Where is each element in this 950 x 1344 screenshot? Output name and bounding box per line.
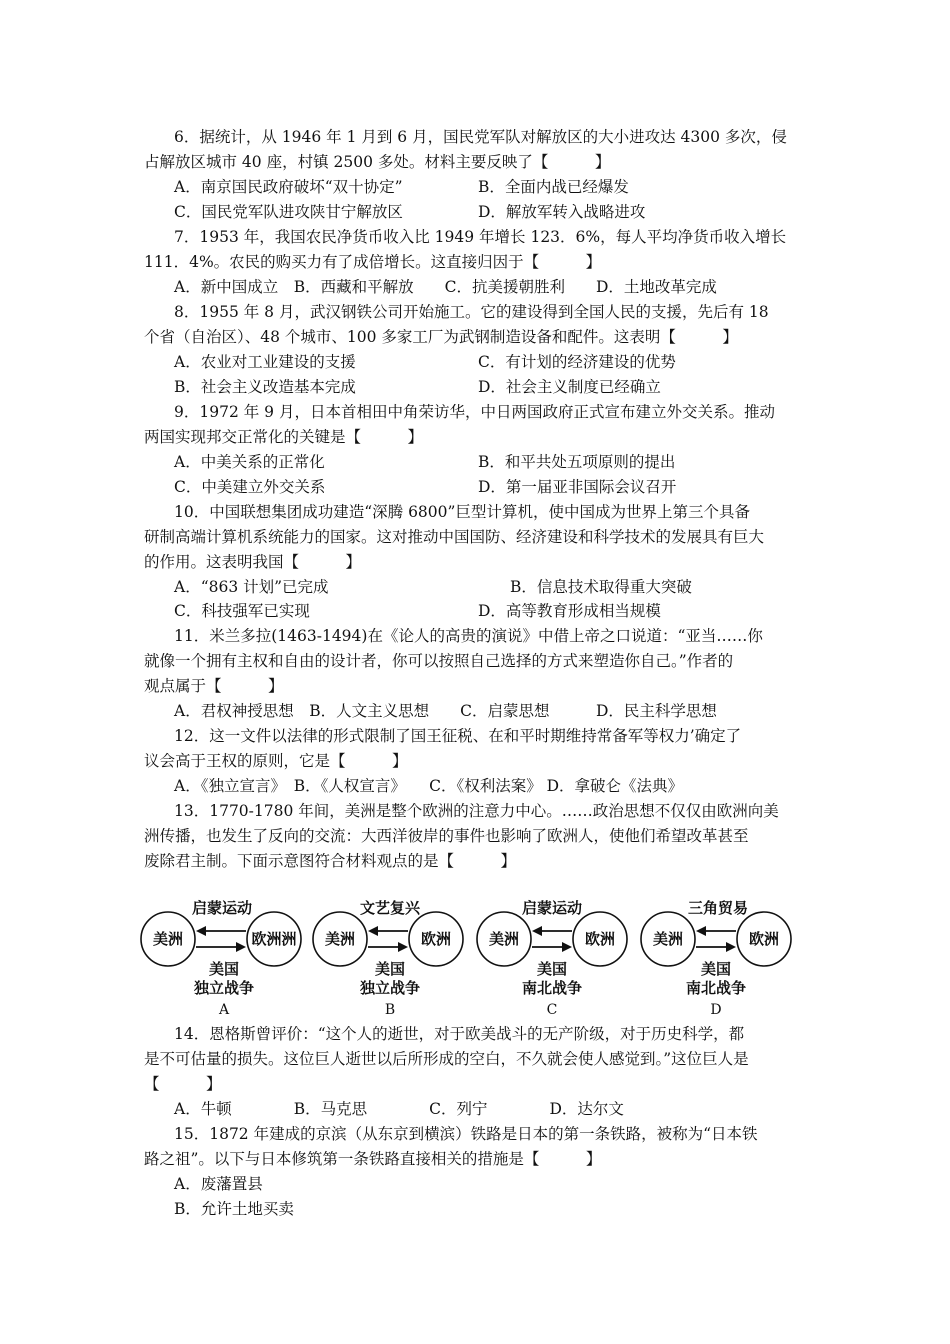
diagram-d-top: 三角贸易 xyxy=(687,899,749,917)
diagram-d-arrowhead-right xyxy=(726,942,736,952)
diagram-d xyxy=(641,899,791,1018)
diagram-c-top: 启蒙运动 xyxy=(521,899,583,917)
q12-options: A．《独立宣言》 B．《人权宣言》 C．《权利法案》 D．拿破仑《法典》 xyxy=(174,777,684,795)
q10-line3: 的作用。这表明我国【 】 xyxy=(144,553,362,571)
q14-options: A．牛顿 B．马克思 C．列宁 D．达尔文 xyxy=(174,1100,624,1118)
diagram-d-right: 欧洲 xyxy=(748,930,780,948)
q10-option-a: A．“863 计划”已完成 xyxy=(174,578,329,596)
q6-option-a: A．南京国民政府破坏“双十协定” xyxy=(174,178,403,196)
q7-line2: 111．4%。农民的购买力有了成倍增长。这直接归因于【 】 xyxy=(144,253,602,271)
q15-option-a: A．废藩置县 xyxy=(174,1175,263,1193)
diagram-b-left: 美洲 xyxy=(324,930,356,948)
diagram-a-arrowhead-right xyxy=(236,942,246,952)
q14-line1: 14．恩格斯曾评价：“这个人的逝世，对于欧美战斗的无产阶级，对于历史科学，都 xyxy=(174,1025,745,1043)
q12-line2: 议会高于王权的原则，它是【 】 xyxy=(144,752,408,770)
q10-line2: 研制高端计算机系统能力的国家。这对推动中国国防、经济建设和科学技术的发展具有巨大 xyxy=(144,528,765,546)
q6-line1: 6．据统计，从 1946 年 1 月到 6 月，国民党军队对解放区的大小进攻达 4300 多次，侵 xyxy=(174,128,787,146)
q15-option-b: B．允许土地买卖 xyxy=(174,1200,294,1218)
q14-line3: 【 】 xyxy=(144,1075,222,1093)
diagram-b-right: 欧洲 xyxy=(420,930,452,948)
diagram-a-bottom1: 美国 xyxy=(208,960,240,978)
q13-diagram-svg xyxy=(140,893,820,1023)
q10-line1: 10．中国联想集团成功建造“深腾 6800”巨型计算机，使中国成为世界上第三个具备 xyxy=(174,503,750,521)
diagram-a-letter: A xyxy=(218,1002,230,1018)
q13-diagram-options xyxy=(140,893,820,1023)
q7-options: A．新中国成立 B．西藏和平解放 C．抗美援朝胜利 D．土地改革完成 xyxy=(174,278,717,296)
q6-option-c: C．国民党军队进攻陕甘宁解放区 xyxy=(174,203,403,221)
q13-line3: 废除君主制。下面示意图符合材料观点的是【 】 xyxy=(144,852,517,870)
diagram-b-letter: B xyxy=(384,1002,396,1018)
q9-option-c: C．中美建立外交关系 xyxy=(174,478,326,496)
diagram-c xyxy=(477,899,627,1018)
q8-option-b: B．社会主义改造基本完成 xyxy=(174,378,356,396)
diagram-a-arrowhead-left xyxy=(196,926,206,936)
diagram-c-bottom1: 美国 xyxy=(536,960,568,978)
diagram-a xyxy=(141,899,301,1018)
q8-option-d: D．社会主义制度已经确立 xyxy=(478,378,661,396)
diagram-b xyxy=(313,899,463,1018)
diagram-d-letter: D xyxy=(710,1002,722,1018)
q10-option-c: C．科技强军已实现 xyxy=(174,602,310,620)
diagram-b-arrowhead-left xyxy=(368,926,378,936)
diagram-b-arrowhead-right xyxy=(398,942,408,952)
q7-line1: 7．1953 年，我国农民净货币收入比 1949 年增长 123．6%，每人平均净货币收入增长 xyxy=(174,228,787,246)
q12-line1: 12．这一文件以法律的形式限制了国王征税、在和平时期维持常备军等权力’确定了 xyxy=(174,727,742,745)
q10-option-d: D．高等教育形成相当规模 xyxy=(478,602,661,620)
q8-option-a: A．农业对工业建设的支援 xyxy=(174,353,356,371)
diagram-a-bottom2: 独立战争 xyxy=(193,979,255,997)
diagram-a-left: 美洲 xyxy=(152,930,184,948)
q6-option-b: B．全面内战已经爆发 xyxy=(478,178,629,196)
q8-option-c: C．有计划的经济建设的优势 xyxy=(478,353,676,371)
q8-line2: 个省（自治区）、48 个城市、100 多家工厂为武钢制造设备和配件。这表明【 】 xyxy=(144,328,738,346)
q9-option-d: D．第一届亚非国际会议召开 xyxy=(478,478,677,496)
q13-line1: 13．1770-1780 年间，美洲是整个欧洲的注意力中心。……政治思想不仅仅由欧洲向美 xyxy=(174,802,779,820)
diagram-c-right: 欧洲 xyxy=(584,930,616,948)
q14-line2: 是不可估量的损失。这位巨人逝世以后所形成的空白，不久就会使人感觉到。”这位巨人是 xyxy=(144,1050,749,1068)
diagram-a-right: 欧洲洲 xyxy=(251,930,297,948)
diagram-d-arrowhead-left xyxy=(696,926,706,936)
q11-line1: 11．米兰多拉(1463-1494)在《论人的高贵的演说》中借上帝之口说道：“亚当……你 xyxy=(174,627,763,645)
q9-line1: 9．1972 年 9 月，日本首相田中角荣访华，中日两国政府正式宣布建立外交关系。推动 xyxy=(174,403,775,421)
q15-line1: 15．1872 年建成的京滨（从东京到横滨）铁路是日本的第一条铁路，被称为“日本铁 xyxy=(174,1125,758,1143)
diagram-d-left: 美洲 xyxy=(652,930,684,948)
q9-line2: 两国实现邦交正常化的关键是【 】 xyxy=(144,428,424,446)
diagram-b-bottom2: 独立战争 xyxy=(359,979,421,997)
diagram-d-bottom2: 南北战争 xyxy=(685,979,747,997)
diagram-b-top: 文艺复兴 xyxy=(359,899,421,917)
q15-line2: 路之祖”。以下与日本修筑第一条铁路直接相关的措施是【 】 xyxy=(144,1150,602,1168)
diagram-a-top: 启蒙运动 xyxy=(191,899,253,917)
diagram-c-left: 美洲 xyxy=(488,930,520,948)
q6-option-d: D．解放军转入战略进攻 xyxy=(478,203,646,221)
q6-line2: 占解放区城市 40 座，村镇 2500 多处。材料主要反映了【 】 xyxy=(144,153,611,171)
q13-line2: 洲传播，也发生了反向的交流：大西洋彼岸的事件也影响了欧洲人，使他们希望改革甚至 xyxy=(144,827,749,845)
diagram-b-bottom1: 美国 xyxy=(374,960,406,978)
diagram-d-bottom1: 美国 xyxy=(700,960,732,978)
q10-option-b: B．信息技术取得重大突破 xyxy=(510,578,692,596)
q9-option-a: A．中美关系的正常化 xyxy=(174,453,325,471)
q11-options: A．君权神授思想 B．人文主义思想 C．启蒙思想 D．民主科学思想 xyxy=(174,702,717,720)
q11-line3: 观点属于【 】 xyxy=(144,677,284,695)
diagram-c-arrowhead-right xyxy=(562,942,572,952)
q11-line2: 就像一个拥有主权和自由的设计者，你可以按照自己选择的方式来塑造你自己。”作者的 xyxy=(144,652,734,670)
q8-line1: 8．1955 年 8 月，武汉钢铁公司开始施工。它的建设得到全国人民的支援，先后有 18 xyxy=(174,303,769,321)
q9-option-b: B．和平共处五项原则的提出 xyxy=(478,453,676,471)
diagram-c-arrowhead-left xyxy=(532,926,542,936)
diagram-c-letter: C xyxy=(546,1002,558,1018)
diagram-c-bottom2: 南北战争 xyxy=(521,979,583,997)
